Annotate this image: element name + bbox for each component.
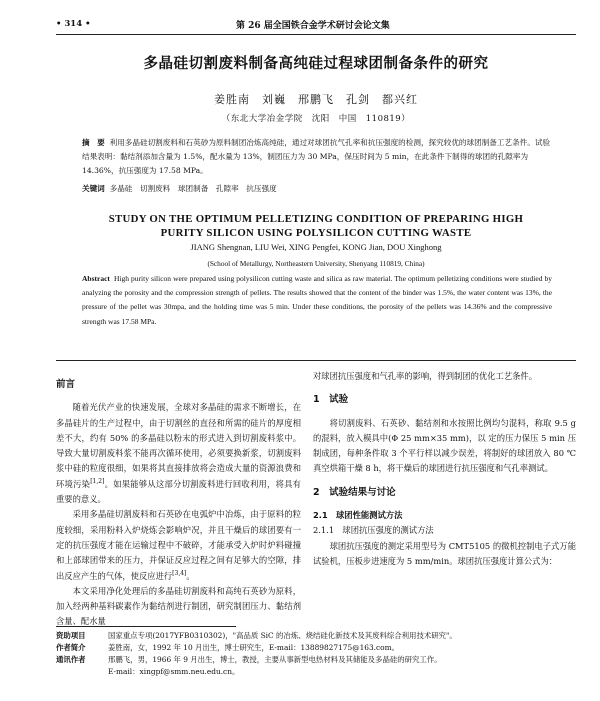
journal-title: 第 26 届全国铁合金学术研讨会论文集 [236,21,390,31]
contact-label: 通讯作者 [56,655,86,664]
preface-heading: 前言 [56,379,76,390]
footnote-author [56,642,576,654]
page-number: • 314 • [56,19,91,29]
authors-en: JIANG Shengnan, LIU Wei, XING Pengfei, KONG Jian, DOU Xinghong [190,242,442,252]
paper-title-en-line2: PURITY SILICON USING POLYSILICON CUTTING WASTE [160,227,472,239]
preface-paragraph-2 [56,507,301,583]
section-rule [56,360,576,361]
section-1-paragraph: 将切割废料、石英砂、黏结剂和水按照比例均匀混料，称取 9.5 g 的混料，放入模具中(Φ 25 mm×35 mm)，以 定的压力保压 5 min 压制成团，每种条件取 3 个平行样以减少误差，将制好的球团放入 80 ℃真空烘箱干燥 8 h，将干燥后的球团进行抗压强度和气孔率测试。 [313,417,576,474]
footnotes [56,630,576,678]
footnote-contact [56,654,576,666]
body-column-right [313,369,576,569]
paper-title-en [56,212,576,240]
section-2-heading: 2 试验结果与讨论 [313,486,396,498]
fund-text: 国家重点专项(2017YFB0310302)，"高品质 SiC 的冶炼、烧结硅化新技术及其废料综合利用技术研究"。 [108,631,457,640]
author-label: 作者简介 [56,643,86,652]
running-header [56,16,576,34]
preface-p2-text: 采用多晶硅切割废料和石英砂在电弧炉中冶炼，由于原料的粒度较细，采用粉料入炉烧炼会影响炉况，并且干燥后的球团要有一定的抗压强度才能在运输过程中不破碎，才能承受入炉时炉料碰撞和上部球团带来的压力，并保证反应过程之间有足够大的空隙，排出反应产生的气体，使反应进行 [56,509,301,581]
preface-paragraph-1 [56,400,301,507]
abstract-en [82,272,552,329]
footnote-rule [56,626,236,627]
abstract-cn-text: 利用多晶硅切割废料和石英砂为原料制团冶炼高纯硅，通过对球团抗气孔率和抗压强度的检测，探究较优的球团制备工艺条件。试验结果表明：黏结剂添加含量为 1.5%，配水量为 13%，制团压力为 30 MPa，保压时间为 5 min，在此条件下制得的球团的孔隙率为 14.36%，抗压强度为 17.58 MPa。 [82,138,551,175]
footnote-fund [56,630,576,642]
section-2-1-heading: 2.1 球团性能测试方法 [313,510,403,521]
section-1-heading: 1 试验 [313,394,349,406]
abstract-cn [82,136,552,178]
contact-text: 邢鹏飞，男，1966 年 9 月出生，博士，教授，主要从事新型电热材料及其储能及多晶硅的研究工作。 [108,655,442,664]
preface-continuation: 对球团抗压强度和气孔率的影响，得到制团的优化工艺条件。 [313,371,538,381]
paper-title-en-line1: STUDY ON THE OPTIMUM PELLETIZING CONDITION OF PREPARING HIGH [108,213,524,225]
preface-p1-tail: 。如果能够从这部分切割废料进行回收利用，将具有重要的意义。 [56,478,301,505]
preface-p2-tail: 。 [186,570,195,581]
paper-title-cn: 多晶硅切割废料制备高纯硅过程球团制备条件的研究 [143,56,489,72]
fund-label: 资助项目 [56,631,86,640]
keywords-cn [82,182,552,196]
body-column-left [56,369,301,630]
authors-cn: 姜胜南 刘巍 邢鹏飞 孔剑 都兴红 [214,93,418,106]
affiliation-cn: （东北大学冶金学院 沈阳 中国 110819） [221,114,411,124]
section-2-1-1-paragraph: 球团抗压强度的测定采用型号为 CMT5105 的微机控制电子式万能试验机，压板步进速度为 5 mm/min。球团抗压强度计算公式为： [313,540,576,566]
abstract-en-label: Abstract [82,274,110,283]
abstract-cn-label: 摘 要 [82,138,105,147]
header-rule [56,34,576,35]
author-text: 姜胜南，女，1992 年 10 月出生，博士研究生，E-mail：13889827175@163.com。 [108,643,400,652]
section-2-1-1-heading: 2.1.1 球团抗压强度的测试方法 [313,525,434,536]
preface-paragraph-3: 本文采用净化处理后的多晶硅切割废料和高纯石英砂为原料，加入经两种基料碳素作为黏结剂进行制团，研究制团压力、黏结剂含量、配水量 [56,585,301,627]
footnote-email [56,666,576,678]
keywords-cn-label: 关键词 [82,184,105,193]
citation-3-4: [3,4] [172,569,187,577]
preface-p1-text: 随着光伏产业的快速发展，全球对多晶硅的需求不断增长，在多晶硅片的生产过程中，由于切割丝的直径和所需的硅片的厚度相差不大，约有 50% 的多晶硅以粉末的形式进入到切割废料浆中。导致大量切割废料浆不能再次循环使用，必须要换新浆，切割废料浆中硅的粒度很细，如果将其直接排放将会造成大量的资源浪费和环境污染 [56,402,301,489]
affiliation-en: (School of Metallurgy, Northeastern University, Shenyang 110819, China) [207,259,425,268]
abstract-en-text: High purity silicon were prepared using polysilicon cutting waste and silica as raw material. The optimum pelletizing conditions were studied by analyzing the porosity and the compression strength of pellets. The results showed that the content of the binder was 1.5%, the water content was 13%, the pressure of the pellet was 30mpa, and the holding time was 5 min. Under these conditions, the porosity of the pellets was 14.36% and the compressive strength was 17.58 MPa. [82,274,552,326]
contact-email: E-mail：xingpf@smm.neu.edu.cn。 [108,667,240,676]
keywords-cn-text: 多晶硅 切割废料 球团制备 孔隙率 抗压强度 [109,184,277,193]
citation-1-2: [1,2] [90,478,105,486]
